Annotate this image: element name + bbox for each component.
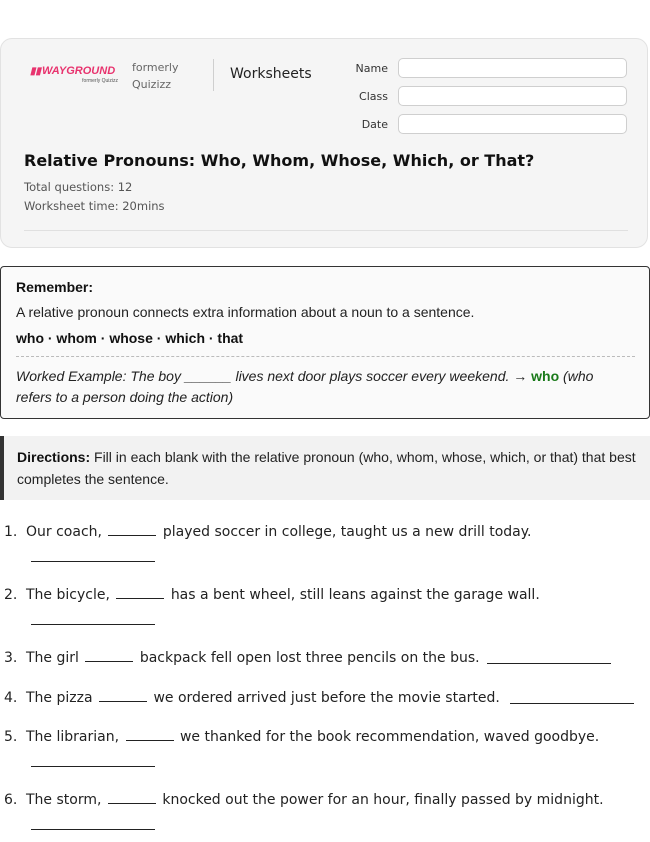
dashed-divider: [16, 356, 635, 357]
directions-text: Fill in each blank with the relative pronoun (who, whom, whose, which, or that) that best completes the sentence.: [17, 449, 636, 487]
question-6: 6. The storm, knocked out the power for an hour, finally passed by midnight.: [4, 789, 604, 808]
question-3-blank[interactable]: [85, 647, 133, 662]
name-field[interactable]: [398, 58, 627, 78]
question-4-answer-line[interactable]: [510, 703, 634, 704]
remember-text: A relative pronoun connects extra information about a noun to a sentence.: [16, 304, 475, 320]
question-6-blank[interactable]: [108, 789, 156, 804]
question-4: 4. The pizza we ordered arrived just before the movie started.: [4, 687, 500, 706]
worked-example: Worked Example: The boy ______ lives next door plays soccer every weekend. → who (who refers to a person doing the action): [16, 368, 594, 405]
question-1: 1. Our coach, played soccer in college, taught us a new drill today.: [4, 521, 532, 540]
question-6-answer-line[interactable]: [31, 829, 155, 830]
formerly-quizizz-text: formerly Quizizz: [132, 61, 179, 91]
logo-bars-icon: ▮▮: [30, 66, 42, 77]
worksheet-time: Worksheet time: 20mins: [24, 199, 165, 213]
worksheet-header: [0, 38, 648, 248]
question-2: 2. The bicycle, has a bent wheel, still leans against the garage wall.: [4, 584, 540, 603]
total-questions: Total questions: 12: [24, 180, 133, 194]
question-5-answer-line[interactable]: [31, 766, 155, 767]
question-1-answer-line[interactable]: [31, 561, 155, 562]
worksheet-title: Relative Pronouns: Who, Whom, Whose, Which, or That?: [24, 151, 535, 170]
question-2-blank[interactable]: [116, 584, 164, 599]
wayground-logo: ▮▮WAYGROUND formerly Quizizz: [30, 65, 118, 84]
date-field[interactable]: [398, 114, 627, 134]
question-3-answer-line[interactable]: [487, 663, 611, 664]
question-5-blank[interactable]: [126, 726, 174, 741]
example-answer: who: [531, 368, 560, 384]
directions-label: Directions:: [17, 449, 91, 465]
pronoun-list: who · whom · whose · which · that: [16, 330, 244, 346]
question-4-blank[interactable]: [99, 687, 147, 702]
remember-box: [0, 266, 650, 419]
question-2-answer-line[interactable]: [31, 624, 155, 625]
header-rule: [24, 230, 628, 231]
header-divider: [213, 59, 214, 91]
question-5: 5. The librarian, we thanked for the book recommendation, waved goodbye.: [4, 726, 599, 745]
directions-box: [0, 436, 650, 500]
class-label: Class: [359, 90, 388, 103]
question-3: 3. The girl backpack fell open lost three pencils on the bus.: [4, 647, 480, 666]
question-1-blank[interactable]: [108, 521, 156, 536]
remember-title: Remember:: [16, 279, 94, 295]
class-field[interactable]: [398, 86, 627, 106]
name-label: Name: [355, 62, 388, 75]
worksheets-label: Worksheets: [230, 66, 312, 82]
date-label: Date: [361, 118, 388, 131]
